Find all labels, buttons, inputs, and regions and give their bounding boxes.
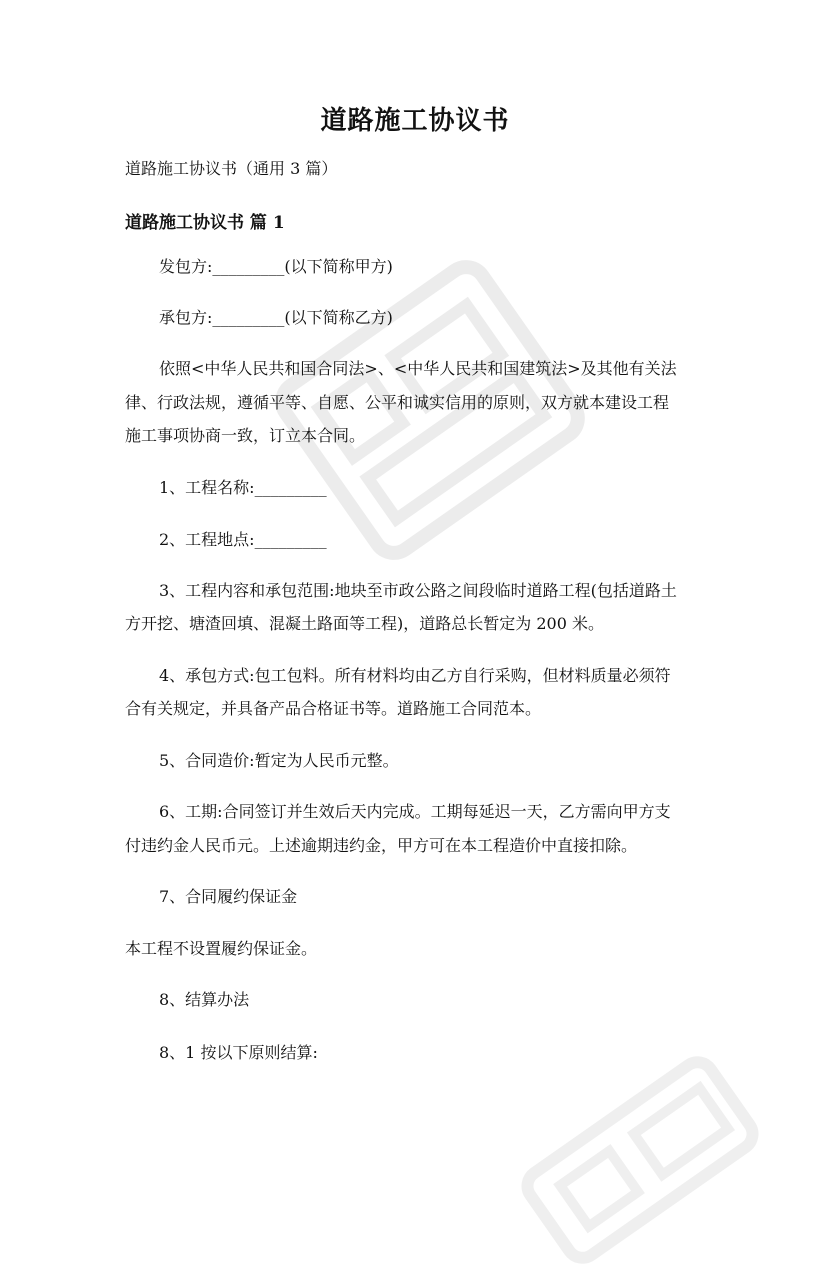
preamble-line-1: 依照<中华人民共和国合同法>、<中华人民共和国建筑法>及其他有关法 <box>159 359 677 378</box>
clause-3-line-1: 3、工程内容和承包范围:地块至市政公路之间段临时道路工程(包括道路土 <box>159 581 677 600</box>
preamble-line-3: 施工事项协商一致，订立本合同。 <box>125 426 366 445</box>
document-title: 道路施工协议书 <box>320 106 510 136</box>
clause-2: 2、工程地点:_________ <box>159 530 327 549</box>
party-b-line: 承包方:_________(以下简称乙方) <box>159 308 393 327</box>
clause-4-line-2: 合有关规定，并具备产品合格证书等。道路施工合同范本。 <box>125 699 542 718</box>
clause-5: 5、合同造价:暂定为人民币元整。 <box>159 751 399 770</box>
clause-8: 8、结算办法 <box>159 990 250 1009</box>
clause-3-line-2: 方开挖、塘渣回填、混凝土路面等工程)，道路总长暂定为 200 米。 <box>125 614 604 633</box>
watermark-logo-bottom <box>507 1042 772 1278</box>
section-heading: 道路施工协议书 篇 1 <box>125 213 285 233</box>
clause-1: 1、工程名称:_________ <box>159 478 327 497</box>
clause-8-1: 8、1 按以下原则结算: <box>159 1043 318 1062</box>
clause-7-body: 本工程不设置履约保证金。 <box>125 939 318 958</box>
clause-6-line-2: 付违约金人民币元。上述逾期违约金，甲方可在本工程造价中直接扣除。 <box>125 836 638 855</box>
preamble-line-2: 律、行政法规，遵循平等、自愿、公平和诚实信用的原则，双方就本建设工程 <box>125 393 670 412</box>
party-a-line: 发包方:_________(以下简称甲方) <box>159 257 393 276</box>
clause-7: 7、合同履约保证金 <box>159 887 298 906</box>
clause-6-line-1: 6、工期:合同签订并生效后天内完成。工期每延迟一天，乙方需向甲方支 <box>159 802 671 821</box>
document-subtitle: 道路施工协议书（通用 3 篇） <box>125 159 338 178</box>
clause-4-line-1: 4、承包方式:包工包料。所有材料均由乙方自行采购，但材料质量必须符 <box>159 666 671 685</box>
